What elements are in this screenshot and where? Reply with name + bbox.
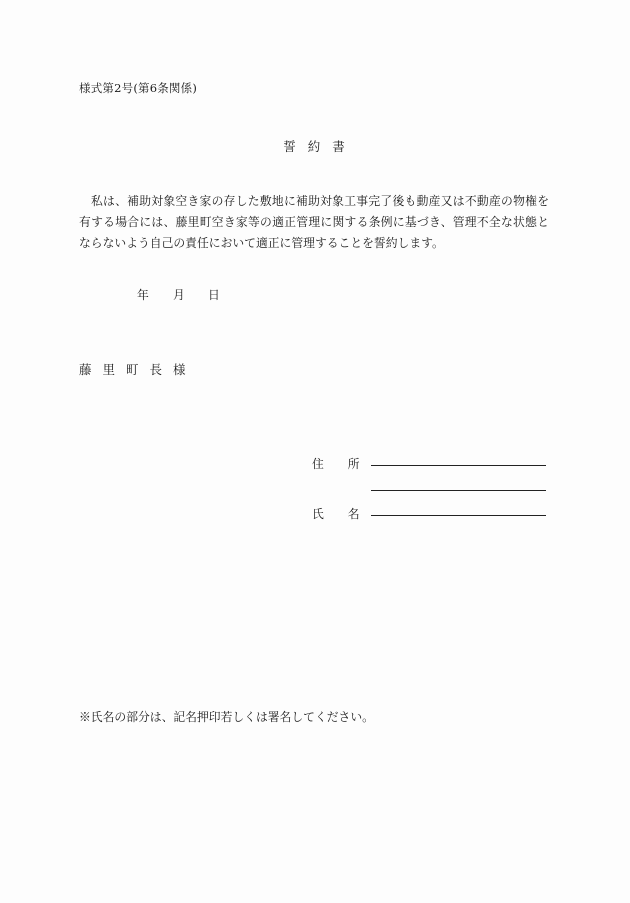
address-line-2 [371, 490, 546, 491]
addressee: 藤里町長様 [79, 362, 197, 377]
name-label: 氏名 [312, 507, 384, 521]
document-title: 誓約書 [283, 139, 357, 154]
address-label: 住所 [312, 457, 384, 471]
signature-note: ※氏名の部分は、記名押印若しくは署名してください。 [79, 710, 374, 724]
address-line-1 [371, 465, 546, 466]
date-day-label: 日 [208, 288, 220, 302]
date-month-label: 月 [173, 288, 185, 302]
form-number: 様式第2号(第6条関係) [79, 81, 198, 95]
name-line [371, 515, 546, 516]
pledge-body-text: 私は、補助対象空き家の存した敷地に補助対象工事完了後も動産又は不動産の物権を有する場合には、藤里町空き家等の適正管理に関する条例に基づき、管理不全な状態とならないよう自己の責任において適正に管理することを誓約します。 [79, 194, 549, 250]
date-year-label: 年 [137, 288, 149, 302]
